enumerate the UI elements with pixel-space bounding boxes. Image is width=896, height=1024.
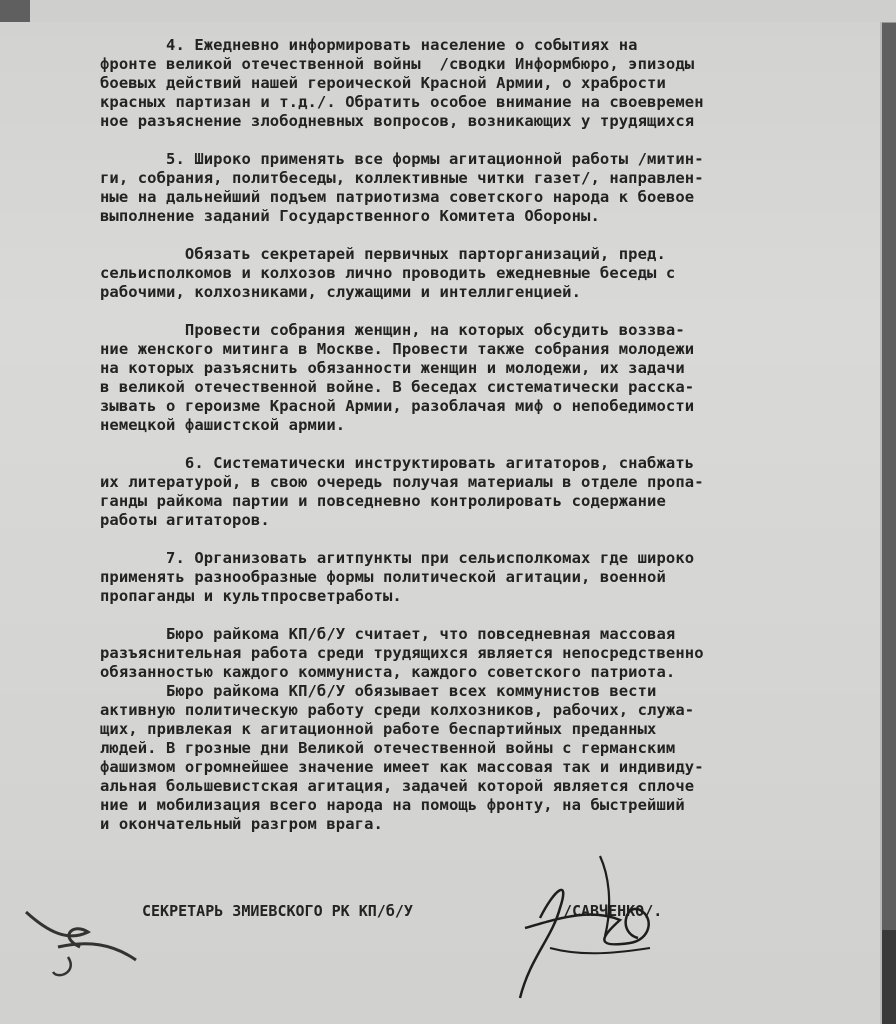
text-line: красных партизан и т.д./. Обратить особое внимание на своевремен <box>100 93 704 111</box>
text-line: фронте великой отечественной войны /сводки Информбюро, эпизоды <box>100 55 695 73</box>
text-line: Бюро райкома КП/б/У обязывает всех коммунистов вести <box>100 682 657 700</box>
document-page <box>0 22 882 1024</box>
text-line: ное разъяснение злободневных вопросов, возникающих у трудящихся <box>100 112 695 130</box>
text-line: альная большевистская агитация, задачей которой является сплоче <box>100 777 695 795</box>
text-line: ги, собрания, политбеседы, коллективные читки газет/, направлен- <box>100 169 704 187</box>
text-line: зывать о героизме Красной Армии, разоблачая миф о непобедимости <box>100 397 695 415</box>
text-line: щих, привлекая к агитационной работе беспартийных преданных <box>100 720 657 738</box>
text-line: боевых действий нашей героической Красной Армии, о храбрости <box>100 74 666 92</box>
text-line: 7. Организовать агитпункты при сельисполкомах где широко <box>100 549 695 567</box>
text-line: ные на дальнейший подъем патриотизма советского народа к боевое <box>100 188 695 206</box>
text-line: фашизмом огромнейшее значение имеет как массовая так и индивиду- <box>100 758 704 776</box>
scan-edge-right <box>880 930 896 1024</box>
text-line: пропаганды и культпросветработы. <box>100 587 402 605</box>
document-body <box>100 36 882 834</box>
signatory-title: СЕКРЕТАРЬ ЗМИЕВСКОГО РК КП/б/У <box>142 902 413 920</box>
text-line: ние и мобилизация всего народа на помощь фронту, на быстрейший <box>100 796 685 814</box>
text-line: и окончательный разгром врага. <box>100 815 383 833</box>
text-line: рабочими, колхозниками, служащими и интеллигенцией. <box>100 283 582 301</box>
text-line: Бюро райкома КП/б/У считает, что повседневная массовая <box>100 625 676 643</box>
text-line: 4. Ежедневно информировать население о событиях на <box>100 36 638 54</box>
paragraph-7 <box>100 549 882 606</box>
text-line: на которых разъяснить обязанности женщин и молодежи, их задачи <box>100 359 685 377</box>
text-line: 6. Систематически инструктировать агитаторов, снабжать <box>100 454 695 472</box>
text-line: ганды райкома партии и повседневно контролировать содержание <box>100 492 666 510</box>
handwritten-signature <box>500 848 670 1018</box>
paragraph-secretaries <box>100 245 882 302</box>
text-line: применять разнообразные формы политической агитации, военной <box>100 568 666 586</box>
signatory-name: /САВЧЕНКО/. <box>562 902 663 920</box>
text-line: людей. В грозные дни Великой отечественной войны с германским <box>100 739 676 757</box>
previous-page-edge <box>30 0 896 23</box>
text-line: обязанностью каждого коммуниста, каждого советского патриота. <box>100 663 676 681</box>
text-line: их литературой, в свою очередь получая материалы в отделе пропа- <box>100 473 704 491</box>
text-line: активную политическую работу среди колхозников, рабочих, служа- <box>100 701 695 719</box>
paragraph-women-meetings <box>100 321 882 435</box>
paragraph-5 <box>100 150 882 226</box>
text-line: ние женского митинга в Москве. Провести также собрания молодежи <box>100 340 695 358</box>
paragraph-4 <box>100 36 882 131</box>
text-line: выполнение заданий Государственного Комитета Обороны. <box>100 207 600 225</box>
text-line: Провести собрания женщин, на которых обсудить воззва- <box>100 321 685 339</box>
text-line: разъяснительная работа среди трудящихся является непосредственно <box>100 644 704 662</box>
text-line: сельисполкомов и колхозов лично проводить ежедневные беседы с <box>100 264 676 282</box>
text-line: работы агитаторов. <box>100 511 270 529</box>
text-line: 5. Широко применять все формы агитационной работы /митин- <box>100 150 704 168</box>
paragraph-6 <box>100 454 882 530</box>
paragraph-bureau <box>100 625 882 834</box>
text-line: Обязать секретарей первичных парторганизаций, пред. <box>100 245 666 263</box>
handwritten-archive-mark <box>18 902 148 982</box>
text-line: в великой отечественной войне. В беседах систематически расска- <box>100 378 695 396</box>
text-line: немецкой фашистской армии. <box>100 416 346 434</box>
